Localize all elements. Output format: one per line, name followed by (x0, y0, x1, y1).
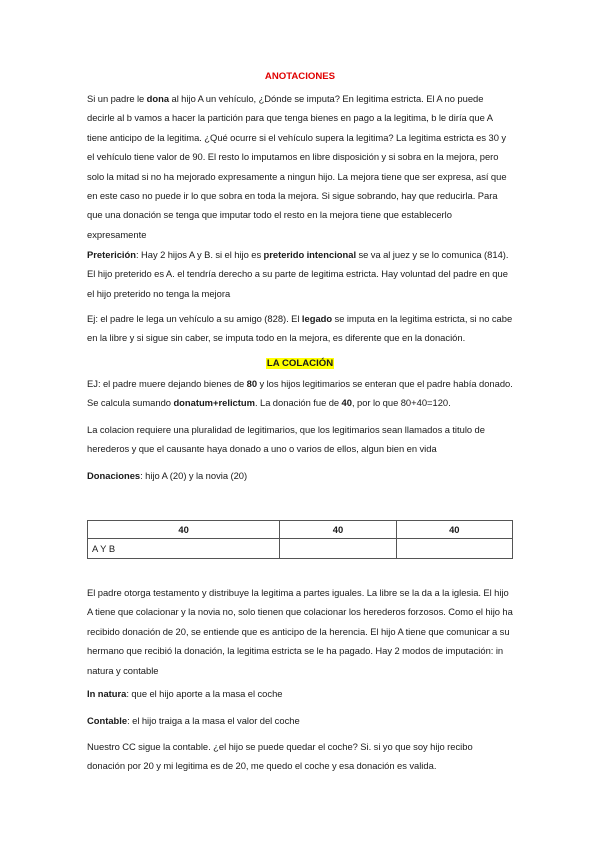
bold-term: dona (146, 93, 170, 104)
bold-term: Contable (87, 715, 128, 726)
text: El padre otorga testamento y distribuye la legitima a partes iguales. La libre se la da a la iglesia. El hijo A tiene que colacionar y la novia no, solo tienen que colacionar los herederos forzosos. Como el hijo ha recibido donación de 20, se entiende que es anticipo de la herencia. El hijo A tiene que comunicar a su hermano que recibió la donación, la legitima estricta se le ha pagado. Hay 2 modos de imputación: in natura y contable (87, 587, 513, 676)
text: . La donación fue de (254, 397, 342, 409)
table-cell: A Y B (88, 539, 280, 559)
paragraph-colacion-example (87, 374, 513, 413)
table-header-row (88, 521, 513, 539)
table-header-cell: 40 (396, 521, 512, 539)
table-header-cell: 40 (280, 521, 396, 539)
text: al hijo A un vehículo, ¿Dónde se imputa? En legitima estricta. El A no puede decirle al b vamos a hacer la partición para que tenga bienes en pago a la legitima, b le diría que A tiene anticipo de la legitima. ¿Qué ocurre si el vehículo supera la legitima? La legitima estricta es 30 y el vehículo tiene valor de 90. El resto lo imputamos en libre disposición y si sobra en la mejora, pero solo la mitad si no ha mejorado expresamente a ningun hijo. La mejora tiene que ser expresa, así que en este caso no puede ir lo que sobra en toda la mejora. Si sigue sobrando, hay que reducirla. Para que una donación se tenga que imputar todo el resto en la mejora tiene que establecerlo expresamente (87, 93, 507, 240)
text: : Hay 2 hijos A y B. si el hijo es (135, 249, 264, 260)
text: se va al juez y se lo comunica (814). El hijo preterido es A. el tendría derecho a su parte de legitima estricta. Hay voluntad del padre en que el hijo preterido no tenga la mejora (87, 249, 509, 299)
bold-term: legado (301, 313, 333, 324)
distribution-table (87, 520, 513, 559)
paragraph-contable (87, 711, 513, 730)
table-cell (396, 539, 512, 559)
paragraph-in-natura (87, 684, 513, 703)
text: Si un padre le (87, 93, 147, 104)
paragraph-donation (87, 89, 513, 244)
paragraph-legado (87, 309, 513, 348)
section-heading (87, 358, 513, 370)
paragraph-testamento (87, 583, 513, 680)
text: , por lo que 80+40=120. (351, 397, 451, 409)
bold-term: 80 (246, 378, 258, 389)
bold-term: Donaciones (87, 470, 141, 481)
text: : el hijo traiga a la masa el valor del coche (127, 715, 300, 726)
paragraph-donaciones (87, 466, 513, 485)
table-row (88, 539, 513, 559)
text: EJ: el padre muere dejando bienes de (87, 378, 247, 389)
text: : que el hijo aporte a la masa el coche (126, 688, 283, 699)
text: Nuestro CC sigue la contable. ¿el hijo se puede quedar el coche? Si. si yo que soy hijo recibo donación por 20 y mi legitima es de 20, me quedo el coche y esa donación es valida. (87, 741, 473, 772)
bold-term: 40 (341, 397, 352, 409)
paragraph-colacion-requirements (87, 420, 513, 459)
bold-term: preterido intencional (263, 249, 357, 260)
highlighted-heading: LA COLACIÓN (266, 358, 334, 369)
table-header-cell: 40 (88, 521, 280, 539)
page-title: ANOTACIONES (264, 71, 336, 82)
text: Ej: el padre le lega un vehículo a su amigo (828). El (87, 313, 302, 324)
paragraph-conclusion (87, 737, 513, 776)
paragraph-pretericion (87, 245, 513, 303)
bold-term: Preterición (87, 249, 136, 260)
text: La colacion requiere una pluralidad de legitimarios, que los legitimarios sean llamados a titulo de herederos y que el causante haya donado a uno o varios de ellos, algun bien en vida (87, 424, 485, 455)
text: : hijo A (20) y la novia (20) (140, 470, 248, 481)
text: y los hijos legitimarios se enteran que el padre había donado. Se calcula sumando (87, 378, 513, 409)
text: se imputa en la legitima estricta, si no cabe en la libre y si sigue sin caber, se imputa todo en la mejora, es diferente que en la donación. (87, 313, 513, 344)
bold-term: donatum+relictum (173, 397, 255, 409)
bold-term: In natura (87, 688, 127, 699)
table-cell (280, 539, 396, 559)
